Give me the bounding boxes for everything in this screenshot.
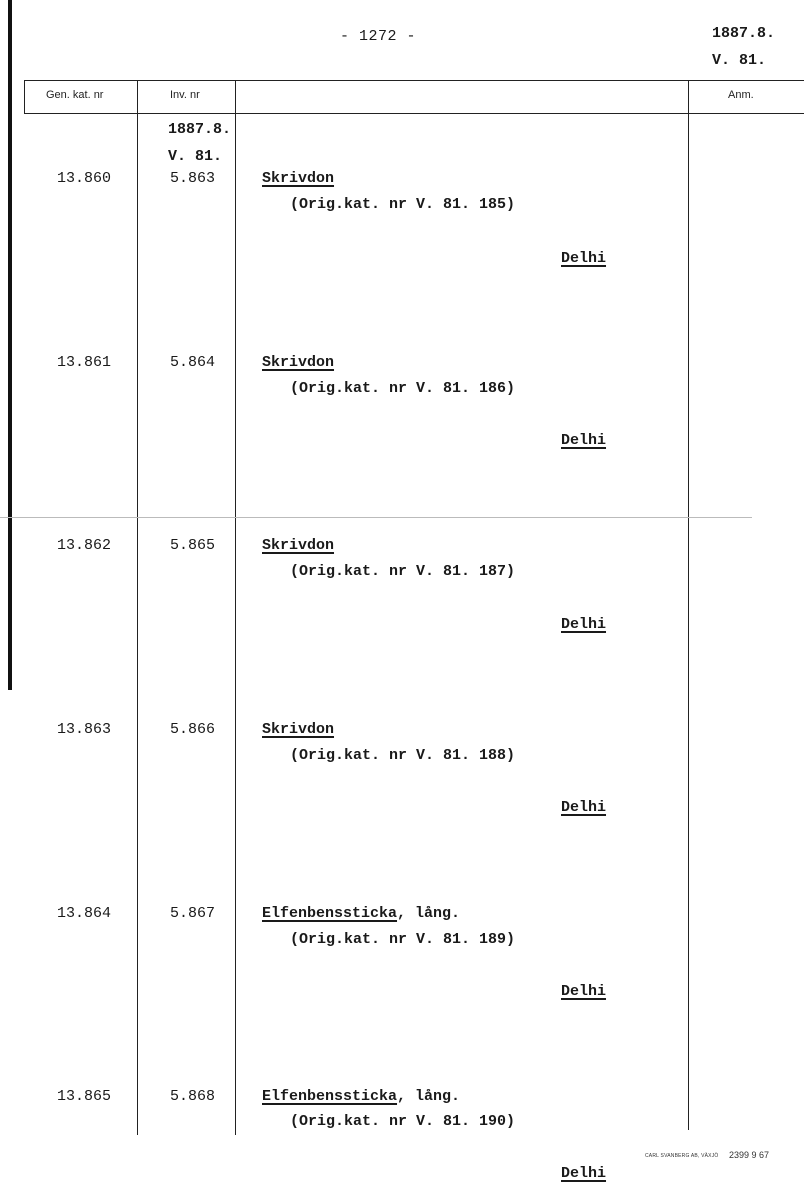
left-margin-bar [8, 0, 12, 690]
printer-imprint: CARL SVANBERG AB, VÄXJÖ [645, 1153, 719, 1159]
row-orig-kat: (Orig.kat. nr V. 81. 185) [290, 196, 516, 213]
row-title [262, 721, 334, 738]
header-anm: Anm. [728, 89, 754, 101]
row-title [262, 905, 460, 922]
row-gen-nr: 13.861 [57, 354, 112, 371]
inv-column-heading [168, 116, 231, 170]
row-orig-kat: (Orig.kat. nr V. 81. 186) [290, 380, 516, 397]
row-orig-kat: (Orig.kat. nr V. 81. 187) [290, 563, 516, 580]
row-inv-nr: 5.863 [170, 170, 216, 187]
row-orig-kat: (Orig.kat. nr V. 81. 190) [290, 1113, 516, 1130]
corner-line-2: V. 81. [712, 52, 767, 69]
col-divider-left [24, 80, 25, 113]
header-gen-kat-nr: Gen. kat. nr [46, 89, 104, 101]
row-orig-kat: (Orig.kat. nr V. 81. 189) [290, 931, 516, 948]
form-code: 2399 9 67 [729, 1150, 770, 1160]
header-bottom-rule [24, 113, 804, 114]
row-gen-nr: 13.860 [57, 170, 112, 187]
row-place: Delhi [561, 432, 607, 449]
row-title-main: Skrivdon [262, 721, 335, 738]
row-title [262, 1088, 460, 1105]
row-title-rest: , lång. [397, 905, 461, 922]
row-place: Delhi [561, 799, 607, 816]
row-gen-nr: 13.862 [57, 537, 112, 554]
row-place: Delhi [561, 983, 607, 1000]
table-top-rule [24, 80, 804, 81]
row-title [262, 537, 334, 554]
row-place: Delhi [561, 616, 607, 633]
row-place: Delhi [561, 1165, 607, 1182]
header-inv-nr: Inv. nr [170, 89, 200, 101]
row-inv-nr: 5.864 [170, 354, 216, 371]
row-inv-nr: 5.866 [170, 721, 216, 738]
row-orig-kat: (Orig.kat. nr V. 81. 188) [290, 747, 516, 764]
row-title-main: Skrivdon [262, 170, 335, 187]
row-title-main: Elfenbenssticka [262, 905, 398, 922]
corner-line-1: 1887.8. [712, 25, 776, 42]
row-gen-nr: 13.863 [57, 721, 112, 738]
corner-reference [712, 20, 775, 74]
inv-heading-line-1: 1887.8. [168, 121, 232, 138]
row-gen-nr: 13.865 [57, 1088, 112, 1105]
page-number: - 1272 - [340, 28, 417, 45]
row-place: Delhi [561, 250, 607, 267]
row-title [262, 170, 334, 187]
col-divider-anm [688, 80, 689, 1130]
row-title-rest: , lång. [397, 1088, 461, 1105]
col-divider-inv [235, 80, 236, 1135]
row-title-main: Skrivdon [262, 354, 335, 371]
col-divider-gen [137, 80, 138, 1135]
inv-heading-line-2: V. 81. [168, 148, 223, 165]
row-title [262, 354, 334, 371]
row-title-main: Elfenbenssticka [262, 1088, 398, 1105]
row-gen-nr: 13.864 [57, 905, 112, 922]
row-inv-nr: 5.867 [170, 905, 216, 922]
row-inv-nr: 5.865 [170, 537, 216, 554]
mid-page-fold-rule [0, 517, 752, 518]
row-title-main: Skrivdon [262, 537, 335, 554]
row-inv-nr: 5.868 [170, 1088, 216, 1105]
